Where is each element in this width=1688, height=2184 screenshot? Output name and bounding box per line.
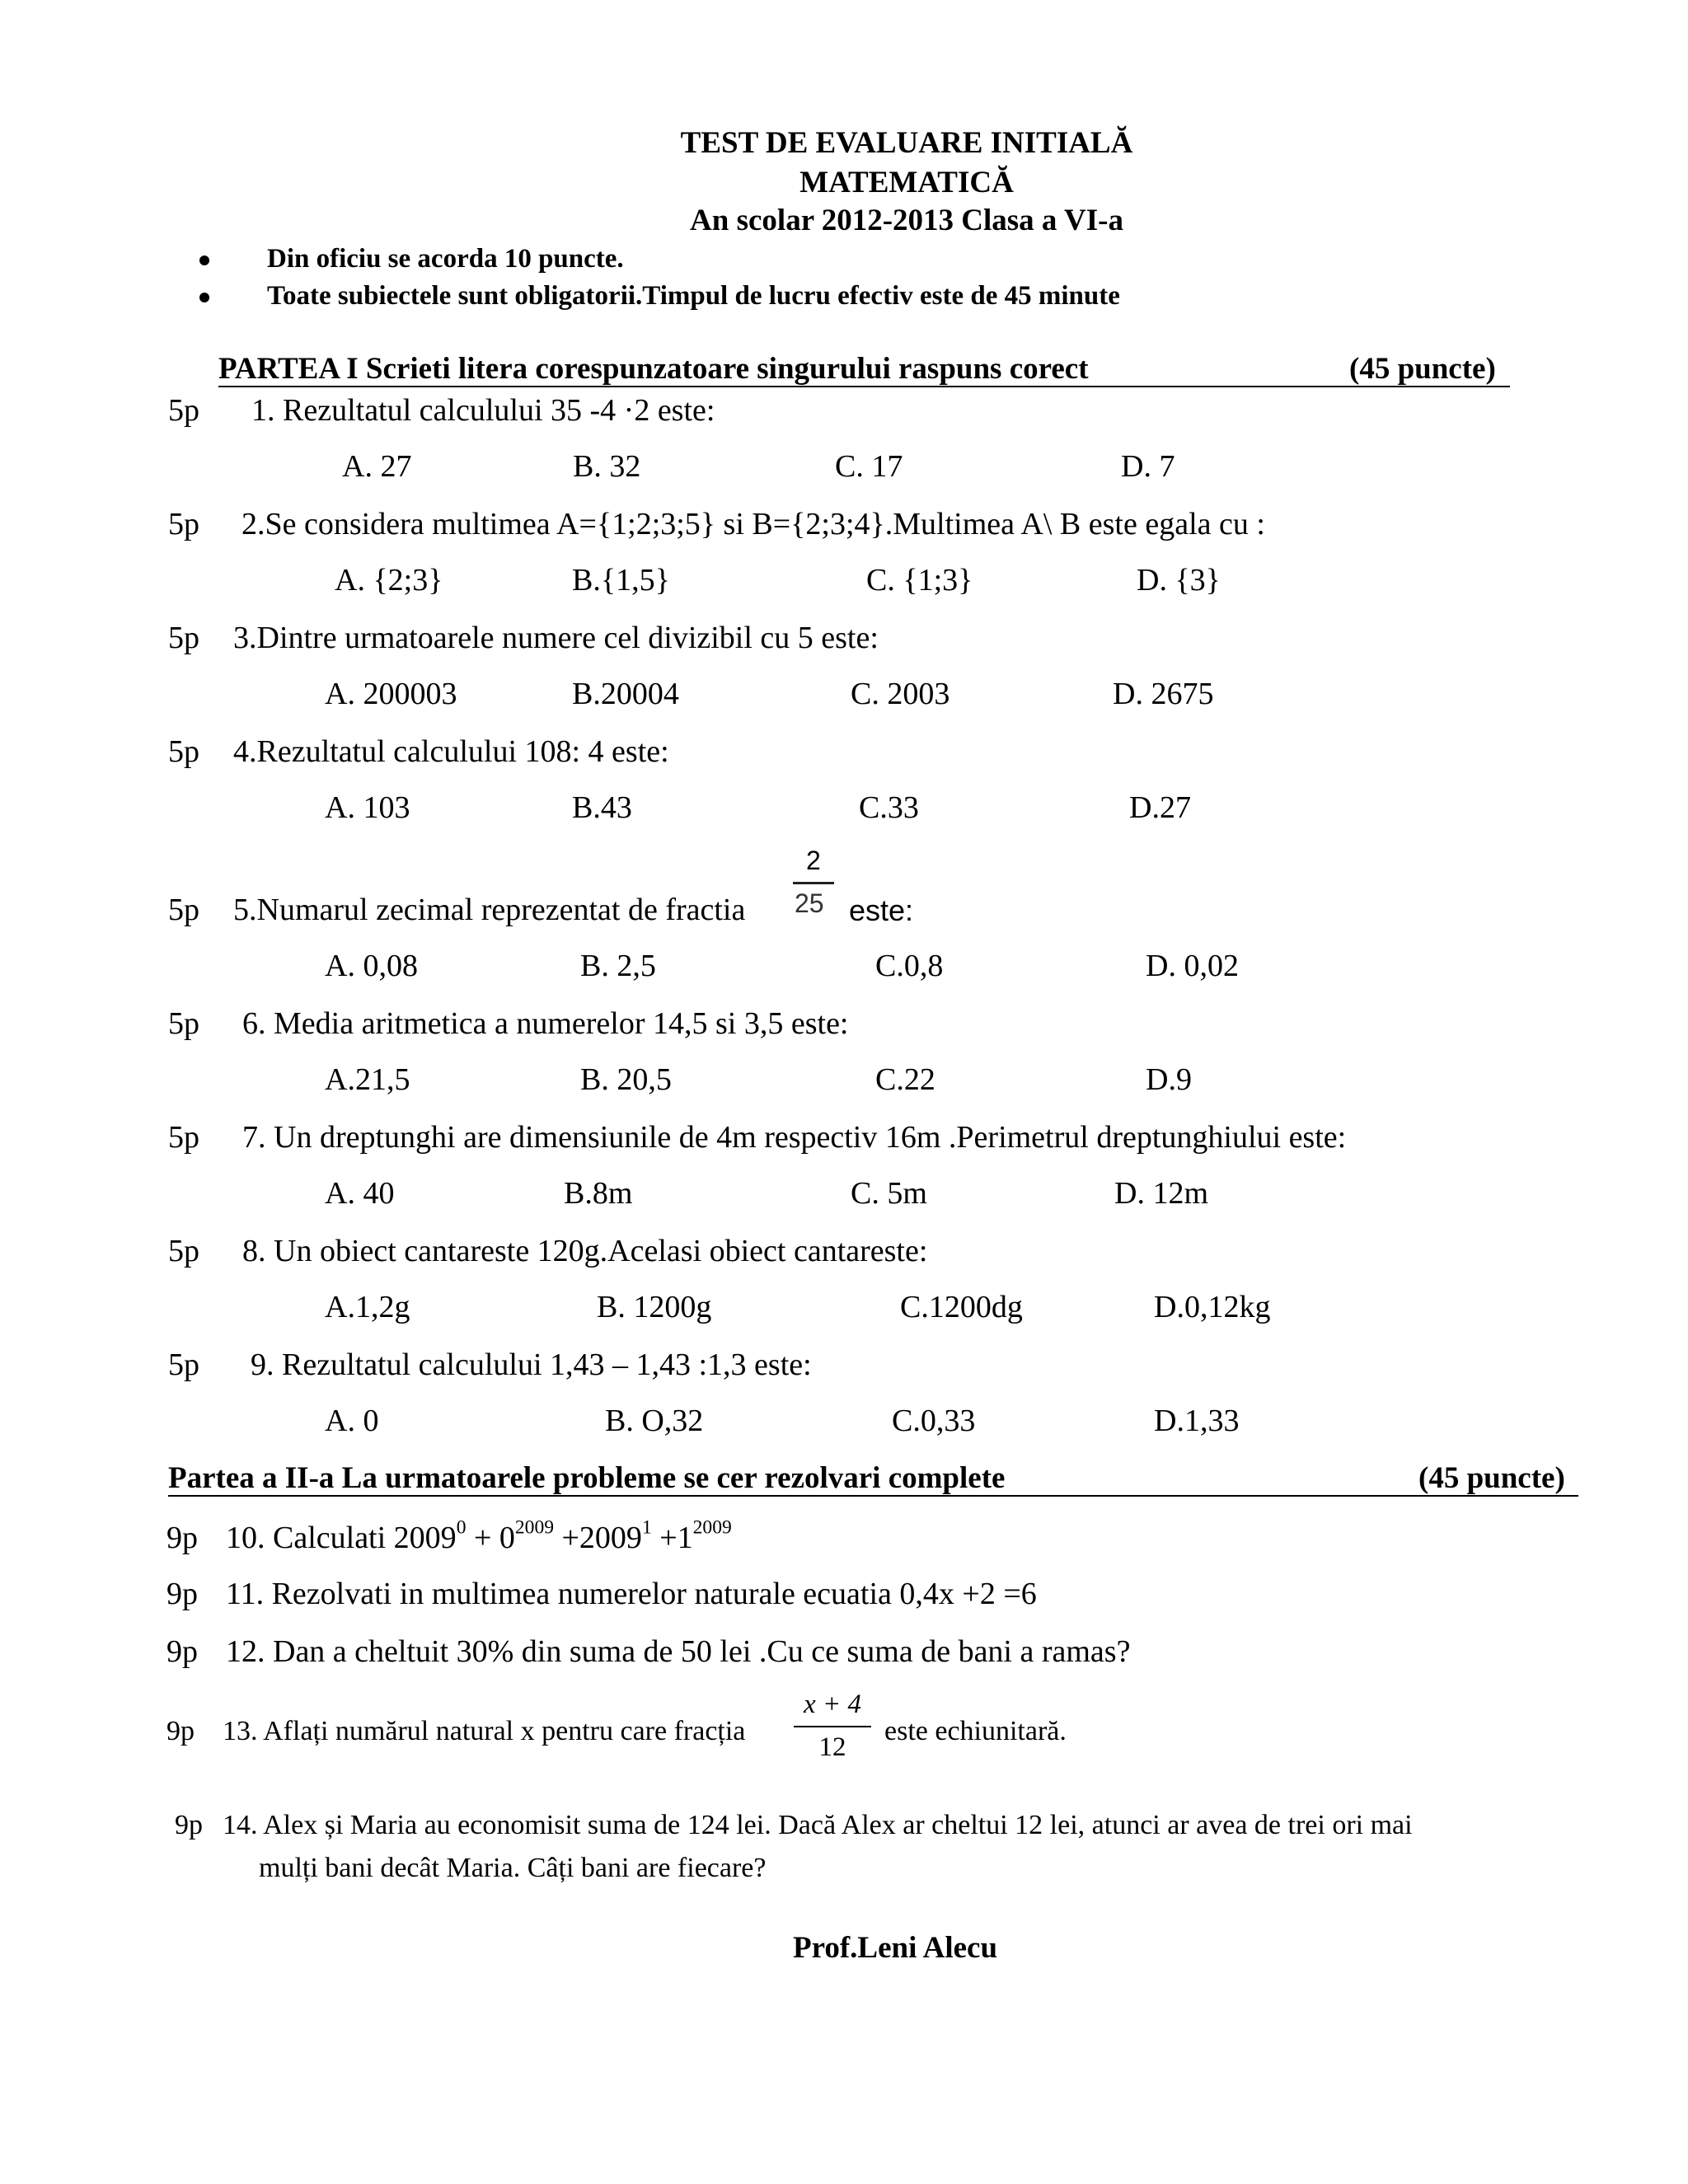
q5-text: 5.Numarul zecimal reprezentat de fractia <box>233 893 746 927</box>
q13-points: 9p <box>166 1716 195 1746</box>
q5-option-a: A. 0,08 <box>325 949 418 983</box>
q6-option-b: B. 20,5 <box>580 1062 672 1097</box>
q1-option-a: A. 27 <box>342 449 412 484</box>
q9-text: 9. Rezultatul calculului 1,43 – 1,43 :1,3 este: <box>251 1347 812 1382</box>
q9-option-a: A. 0 <box>325 1404 379 1438</box>
q1-option-d: D. 7 <box>1121 449 1175 484</box>
q5-fraction-denominator: 25 <box>795 888 824 918</box>
q10-term-3: +2009 <box>554 1521 642 1555</box>
q8-option-c: C.1200dg <box>900 1290 1023 1324</box>
q13-text: 13. Aflați numărul natural x pentru care fracția <box>223 1716 746 1746</box>
q7-option-a: A. 40 <box>325 1176 395 1211</box>
q1-points: 5p <box>168 393 199 428</box>
q4-points: 5p <box>168 734 199 769</box>
q10-points: 9p <box>166 1521 198 1555</box>
q9-option-c: C.0,33 <box>892 1404 976 1438</box>
title-line-2: MATEMATICĂ <box>799 166 1014 199</box>
part2-points: (45 puncte) <box>1418 1461 1565 1495</box>
q8-points: 5p <box>168 1234 199 1268</box>
q10-term-4: +1 <box>651 1521 693 1555</box>
q2-option-c: C. {1;3} <box>866 563 973 598</box>
part1-title: PARTEA I Scrieti litera corespunzatoare singurului raspuns corect <box>218 352 1089 386</box>
q4-option-d: D.27 <box>1129 790 1191 825</box>
q2-option-a: A. {2;3} <box>335 563 443 598</box>
q7-text: 7. Un dreptunghi are dimensiunile de 4m respectiv 16m .Perimetrul dreptunghiului este: <box>242 1120 1347 1155</box>
q3-option-c: C. 2003 <box>851 677 950 711</box>
q14-line-1: 14. Alex și Maria au economisit suma de 124 lei. Dacă Alex ar cheltui 12 lei, atunci ar avea de trei ori mai <box>223 1810 1413 1840</box>
bullet-icon <box>199 293 209 302</box>
q7-option-d: D. 12m <box>1114 1176 1208 1211</box>
q6-option-c: C.22 <box>875 1062 935 1097</box>
q9-option-b: B. O,32 <box>605 1404 704 1438</box>
q6-points: 5p <box>168 1006 199 1041</box>
fraction-bar <box>794 1726 871 1727</box>
q10-text <box>226 1516 732 1556</box>
q13-suffix: este echiunitară. <box>884 1716 1067 1746</box>
q5-suffix: este: <box>849 893 914 927</box>
q10-prefix: 10. Calculati 2009 <box>226 1521 457 1555</box>
q8-option-b: B. 1200g <box>597 1290 712 1324</box>
fraction-bar <box>793 882 834 884</box>
q11-points: 9p <box>166 1577 198 1611</box>
q4-option-b: B.43 <box>572 790 632 825</box>
bullet-icon <box>199 255 209 265</box>
q10-exp-1: 0 <box>456 1516 467 1539</box>
bullet-2-text: Toate subiectele sunt obligatorii.Timpul de lucru efectiv este de 45 minute <box>267 281 1120 311</box>
q14-points: 9p <box>175 1810 203 1840</box>
q14-line-2: mulți bani decât Maria. Câți bani are fiecare? <box>259 1853 767 1883</box>
q1-option-c: C. 17 <box>835 449 903 484</box>
q13-fraction-denominator: 12 <box>818 1732 846 1762</box>
q5-fraction-numerator: 2 <box>806 846 821 875</box>
q10-exp-2: 2009 <box>514 1516 554 1539</box>
q2-option-b: B.{1,5} <box>572 563 670 598</box>
q3-option-b: B.20004 <box>572 677 679 711</box>
q8-option-d: D.0,12kg <box>1154 1290 1271 1324</box>
title-line-1: TEST DE EVALUARE INITIALĂ <box>680 126 1133 160</box>
q8-option-a: A.1,2g <box>325 1290 410 1324</box>
q10-exp-3: 1 <box>641 1516 652 1539</box>
q3-text: 3.Dintre urmatoarele numere cel divizibil cu 5 este: <box>233 621 879 655</box>
signature: Prof.Leni Alecu <box>793 1931 998 1965</box>
q7-option-b: B.8m <box>564 1176 633 1211</box>
q5-option-d: D. 0,02 <box>1146 949 1239 983</box>
q3-option-d: D. 2675 <box>1113 677 1214 711</box>
q5-option-c: C.0,8 <box>875 949 944 983</box>
q5-fraction <box>793 846 839 928</box>
q4-option-c: C.33 <box>859 790 919 825</box>
q12-points: 9p <box>166 1634 198 1669</box>
part1-underline <box>218 386 1510 387</box>
q2-option-d: D. {3} <box>1137 563 1221 598</box>
q2-text: 2.Se considera multimea A={1;2;3;5} si B={2;3;4}.Multimea A\ B este egala cu : <box>241 507 1265 541</box>
q2-points: 5p <box>168 507 199 541</box>
q3-option-a: A. 200003 <box>325 677 457 711</box>
q4-text: 4.Rezultatul calculului 108: 4 este: <box>233 734 669 769</box>
q8-text: 8. Un obiect cantareste 120g.Acelasi obiect cantareste: <box>242 1234 928 1268</box>
q10-term-2: + 0 <box>466 1521 515 1555</box>
q4-option-a: A. 103 <box>325 790 410 825</box>
q9-points: 5p <box>168 1347 199 1382</box>
q6-text: 6. Media aritmetica a numerelor 14,5 si 3,5 este: <box>242 1006 849 1041</box>
q1-text: 1. Rezultatul calculului 35 -4 ·2 este: <box>251 393 715 428</box>
q11-text: 11. Rezolvati in multimea numerelor naturale ecuatia 0,4x +2 =6 <box>226 1577 1037 1611</box>
q1-option-b: B. 32 <box>573 449 641 484</box>
q10-exp-4: 2009 <box>692 1516 732 1539</box>
part2-underline <box>168 1495 1578 1497</box>
q5-option-b: B. 2,5 <box>580 949 656 983</box>
q6-option-a: A.21,5 <box>325 1062 410 1097</box>
title-line-3: An scolar 2012-2013 Clasa a VI-a <box>690 204 1123 237</box>
part1-points: (45 puncte) <box>1349 352 1496 386</box>
q7-option-c: C. 5m <box>851 1176 927 1211</box>
q6-option-d: D.9 <box>1146 1062 1192 1097</box>
q13-fraction <box>794 1690 871 1772</box>
q12-text: 12. Dan a cheltuit 30% din suma de 50 lei .Cu ce suma de bani a ramas? <box>226 1634 1131 1669</box>
q7-points: 5p <box>168 1120 199 1155</box>
q13-fraction-numerator: x + 4 <box>804 1690 861 1719</box>
q3-points: 5p <box>168 621 199 655</box>
bullet-1-text: Din oficiu se acorda 10 puncte. <box>267 244 624 274</box>
part2-title: Partea a II-a La urmatoarele probleme se cer rezolvari complete <box>168 1461 1006 1495</box>
q5-points: 5p <box>168 893 199 927</box>
q9-option-d: D.1,33 <box>1154 1404 1240 1438</box>
